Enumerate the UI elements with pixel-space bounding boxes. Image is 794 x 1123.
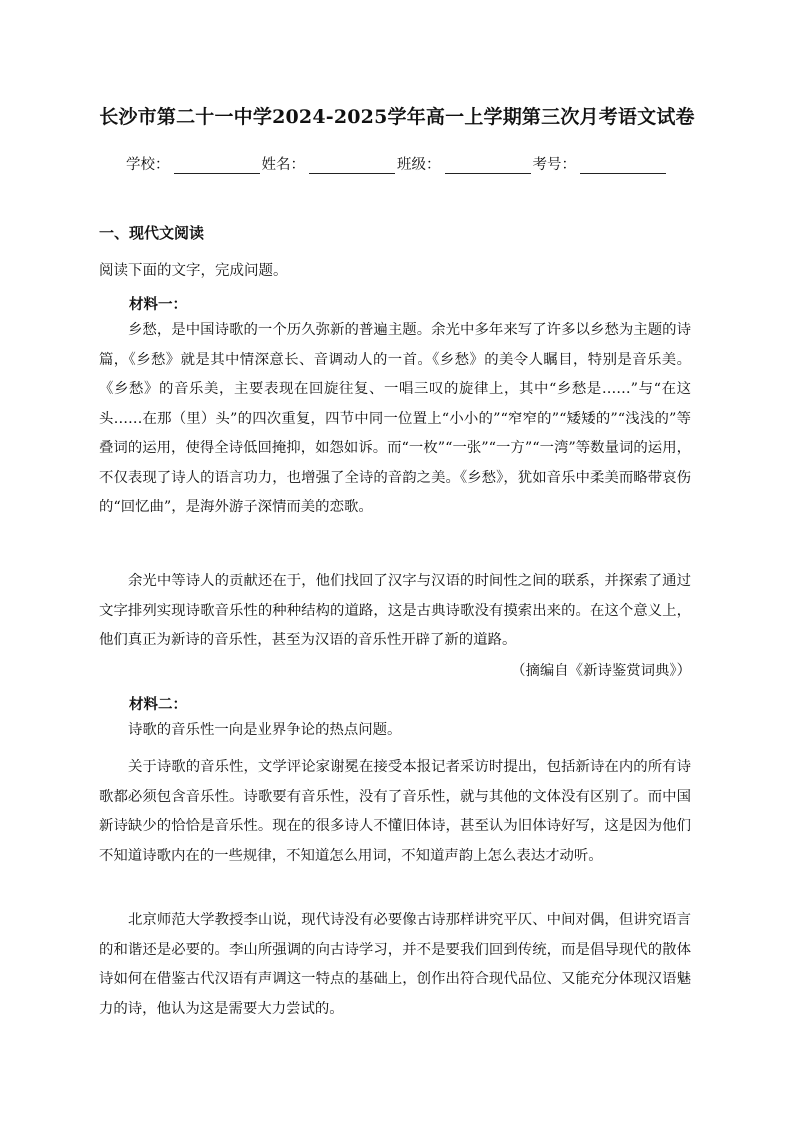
material1-paragraph: 乡愁，是中国诗歌的一个历久弥新的普遍主题。余光中多年来写了许多以乡愁为主题的诗篇，《乡愁》就是其中情深意长、音调动人的一首。《乡愁》的美令人瞩目，特别是音乐美。《乡愁》的音乐美，主要表现在回旋往复、一唱三叹的旋律上，其中“乡愁是……”与“在这头……在那（里）头”的四次重复，四节中同一位置上“小小的”“窄窄的”“矮矮的”“浅浅的”等叠词的运用，使得全诗低回掩抑，如怨如诉。而“一枚”“一张”“一方”“一湾”等数量词的运用，不仅表现了诗人的语言功力，也增强了全诗的音韵之美。《乡愁》，犹如音乐中柔美而略带哀伤的“回忆曲”，是海外游子深情而美的恋歌。	[99, 322, 691, 515]
name-label: 姓名：	[261, 157, 305, 173]
exam-title: 长沙市第二十一中学2024-2025学年高一上学期第三次月考语文试卷	[99, 106, 695, 128]
exam-number-field	[533, 153, 669, 174]
reading-instruction: 阅读下面的文字，完成问题。	[99, 263, 288, 279]
name-field	[262, 153, 398, 174]
exam-number-label: 考号：	[532, 157, 576, 173]
material2-paragraph: 北京师范大学教授李山说，现代诗没有必要像古诗那样讲究平仄、中间对偶，但讲究语言的和谐还是必要的。李山所强调的向古诗学习，并不是要我们回到传统，而是倡导现代的散体诗如何在借鉴古代汉语有声调这一特点的基础上，创作出符合现代品位、又能充分体现汉语魅力的诗，他认为这是需要大力尝试的。	[99, 912, 691, 1017]
class-label: 班级：	[397, 157, 441, 173]
material2-paragraph: 关于诗歌的音乐性，文学评论家谢冕在接受本报记者采访时提出，包括新诗在内的所有诗歌都必须包含音乐性。诗歌要有音乐性，没有了音乐性，就与其他的文体没有区别了。而中国新诗缺少的恰恰是音乐性。现在的很多诗人不懂旧体诗，甚至认为旧体诗好写，这是因为他们不知道诗歌内在的一些规律，不知道怎么用词，不知道声韵上怎么表达才动听。	[99, 759, 691, 864]
class-blank[interactable]	[445, 157, 531, 174]
class-field	[397, 153, 533, 174]
student-info-line	[0, 153, 794, 174]
section-heading: 一、现代文阅读	[99, 224, 205, 242]
name-blank[interactable]	[309, 157, 395, 174]
material1-source: （摘编自《新诗鉴赏词典》）	[511, 663, 691, 679]
school-field	[126, 153, 262, 174]
school-blank[interactable]	[174, 157, 260, 174]
exam-number-blank[interactable]	[580, 157, 666, 174]
material2-label: 材料二：	[129, 697, 187, 713]
material2-paragraph: 诗歌的音乐性一向是业界争论的热点问题。	[128, 722, 402, 738]
material1-paragraph: 余光中等诗人的贡献还在于，他们找回了汉字与汉语的时间性之间的联系，并探索了通过文字排列实现诗歌音乐性的种种结构的道路，这是古典诗歌没有摸索出来的。在这个意义上，他们真正为新诗的音乐性，甚至为汉语的音乐性开辟了新的道路。	[99, 573, 691, 648]
school-label: 学校：	[126, 157, 170, 173]
material1-label: 材料一：	[129, 297, 187, 313]
